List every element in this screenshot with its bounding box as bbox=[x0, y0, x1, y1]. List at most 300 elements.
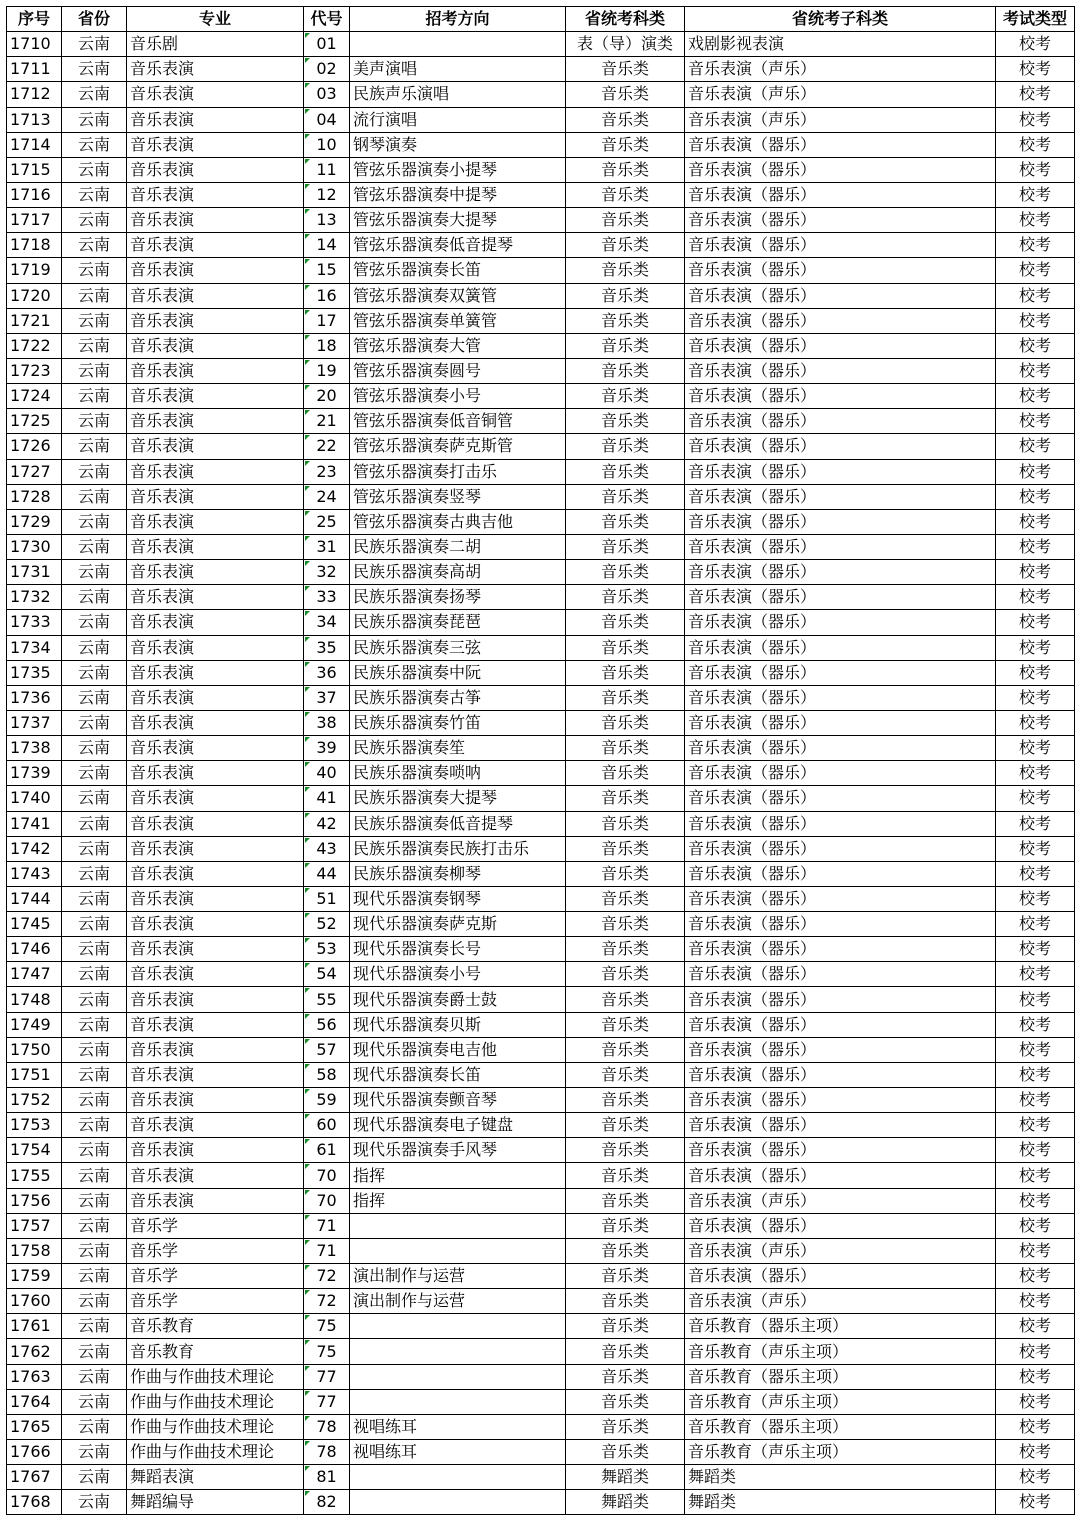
exam-category-cell: 音乐类 bbox=[566, 1314, 685, 1339]
major-cell: 音乐表演 bbox=[127, 333, 304, 358]
exam-category-cell: 音乐类 bbox=[566, 308, 685, 333]
province-cell: 云南 bbox=[62, 32, 127, 57]
table-row bbox=[7, 208, 1075, 233]
exam-subcategory-cell: 音乐教育（器乐主项） bbox=[685, 1364, 996, 1389]
exam-subcategory-cell: 音乐表演（器乐） bbox=[685, 811, 996, 836]
province-cell: 云南 bbox=[62, 333, 127, 358]
code-cell: 02 bbox=[304, 57, 350, 82]
exam-subcategory-cell: 音乐表演（器乐） bbox=[685, 1062, 996, 1087]
code-cell: 52 bbox=[304, 912, 350, 937]
exam-subcategory-cell: 音乐表演（声乐） bbox=[685, 57, 996, 82]
table-row bbox=[7, 1364, 1075, 1389]
code-cell: 56 bbox=[304, 1012, 350, 1037]
code-cell: 70 bbox=[304, 1188, 350, 1213]
exam-type-cell: 校考 bbox=[996, 710, 1075, 735]
exam-subcategory-cell: 音乐表演（器乐） bbox=[685, 962, 996, 987]
major-cell: 音乐表演 bbox=[127, 710, 304, 735]
table-row bbox=[7, 1339, 1075, 1364]
exam-type-cell: 校考 bbox=[996, 1364, 1075, 1389]
index-cell: 1760 bbox=[7, 1289, 62, 1314]
exam-category-cell: 音乐类 bbox=[566, 610, 685, 635]
province-cell: 云南 bbox=[62, 1062, 127, 1087]
province-cell: 云南 bbox=[62, 107, 127, 132]
code-cell: 58 bbox=[304, 1062, 350, 1087]
code-cell: 70 bbox=[304, 1163, 350, 1188]
exam-subcategory-cell: 舞蹈类 bbox=[685, 1490, 996, 1515]
code-cell: 31 bbox=[304, 534, 350, 559]
direction-cell: 现代乐器演奏长号 bbox=[350, 937, 566, 962]
province-cell: 云南 bbox=[62, 358, 127, 383]
code-cell: 51 bbox=[304, 886, 350, 911]
direction-cell: 民族乐器演奏柳琴 bbox=[350, 861, 566, 886]
exam-type-cell: 校考 bbox=[996, 57, 1075, 82]
code-cell: 78 bbox=[304, 1440, 350, 1465]
exam-type-cell: 校考 bbox=[996, 132, 1075, 157]
exam-subcategory-cell: 音乐表演（声乐） bbox=[685, 1238, 996, 1263]
code-cell: 21 bbox=[304, 409, 350, 434]
province-cell: 云南 bbox=[62, 962, 127, 987]
exam-type-cell: 校考 bbox=[996, 1465, 1075, 1490]
code-cell: 57 bbox=[304, 1037, 350, 1062]
major-cell: 音乐表演 bbox=[127, 132, 304, 157]
major-cell: 音乐表演 bbox=[127, 434, 304, 459]
exam-subcategory-cell: 音乐表演（声乐） bbox=[685, 82, 996, 107]
exam-category-cell: 音乐类 bbox=[566, 1163, 685, 1188]
code-cell: 35 bbox=[304, 635, 350, 660]
exam-subcategory-cell: 音乐表演（器乐） bbox=[685, 710, 996, 735]
exam-type-cell: 校考 bbox=[996, 182, 1075, 207]
major-cell: 音乐表演 bbox=[127, 509, 304, 534]
table-row bbox=[7, 57, 1075, 82]
exam-subcategory-cell: 音乐表演（器乐） bbox=[685, 534, 996, 559]
direction-cell: 民族乐器演奏扬琴 bbox=[350, 585, 566, 610]
exam-type-cell: 校考 bbox=[996, 1088, 1075, 1113]
index-cell: 1754 bbox=[7, 1138, 62, 1163]
exam-type-cell: 校考 bbox=[996, 233, 1075, 258]
exam-type-cell: 校考 bbox=[996, 836, 1075, 861]
exam-subcategory-cell: 音乐表演（器乐） bbox=[685, 685, 996, 710]
direction-cell: 民族乐器演奏古筝 bbox=[350, 685, 566, 710]
code-cell: 43 bbox=[304, 836, 350, 861]
table-row bbox=[7, 836, 1075, 861]
province-cell: 云南 bbox=[62, 1389, 127, 1414]
major-cell: 音乐表演 bbox=[127, 786, 304, 811]
index-cell: 1737 bbox=[7, 710, 62, 735]
exam-type-cell: 校考 bbox=[996, 358, 1075, 383]
direction-cell: 民族乐器演奏笙 bbox=[350, 736, 566, 761]
index-cell: 1728 bbox=[7, 484, 62, 509]
table-row bbox=[7, 484, 1075, 509]
index-cell: 1714 bbox=[7, 132, 62, 157]
code-cell: 42 bbox=[304, 811, 350, 836]
code-cell: 75 bbox=[304, 1314, 350, 1339]
code-cell: 82 bbox=[304, 1490, 350, 1515]
province-cell: 云南 bbox=[62, 736, 127, 761]
exam-subcategory-cell: 音乐表演（器乐） bbox=[685, 1163, 996, 1188]
code-cell: 72 bbox=[304, 1264, 350, 1289]
exam-type-cell: 校考 bbox=[996, 258, 1075, 283]
exam-subcategory-cell: 音乐表演（器乐） bbox=[685, 861, 996, 886]
exam-category-cell: 音乐类 bbox=[566, 1238, 685, 1263]
exam-type-cell: 校考 bbox=[996, 1037, 1075, 1062]
table-row bbox=[7, 912, 1075, 937]
table-row bbox=[7, 886, 1075, 911]
code-cell: 75 bbox=[304, 1339, 350, 1364]
table-row bbox=[7, 710, 1075, 735]
table-row bbox=[7, 107, 1075, 132]
table-row bbox=[7, 384, 1075, 409]
direction-cell: 民族乐器演奏高胡 bbox=[350, 560, 566, 585]
exam-type-cell: 校考 bbox=[996, 32, 1075, 57]
table-row bbox=[7, 685, 1075, 710]
exam-category-cell: 音乐类 bbox=[566, 660, 685, 685]
province-cell: 云南 bbox=[62, 157, 127, 182]
exam-category-cell: 音乐类 bbox=[566, 358, 685, 383]
exam-category-cell: 音乐类 bbox=[566, 811, 685, 836]
exam-category-cell: 音乐类 bbox=[566, 459, 685, 484]
table-row bbox=[7, 1213, 1075, 1238]
exam-type-cell: 校考 bbox=[996, 1264, 1075, 1289]
table-row bbox=[7, 560, 1075, 585]
province-cell: 云南 bbox=[62, 710, 127, 735]
index-cell: 1752 bbox=[7, 1088, 62, 1113]
index-cell: 1726 bbox=[7, 434, 62, 459]
code-cell: 39 bbox=[304, 736, 350, 761]
table-row bbox=[7, 786, 1075, 811]
province-cell: 云南 bbox=[62, 1088, 127, 1113]
table-row bbox=[7, 434, 1075, 459]
province-cell: 云南 bbox=[62, 1113, 127, 1138]
direction-cell: 现代乐器演奏爵士鼓 bbox=[350, 987, 566, 1012]
index-cell: 1765 bbox=[7, 1414, 62, 1439]
major-cell: 音乐表演 bbox=[127, 233, 304, 258]
province-cell: 云南 bbox=[62, 1339, 127, 1364]
major-cell: 音乐学 bbox=[127, 1238, 304, 1263]
direction-cell bbox=[350, 1490, 566, 1515]
exam-subcategory-cell: 音乐表演（器乐） bbox=[685, 1012, 996, 1037]
code-cell: 37 bbox=[304, 685, 350, 710]
table-row bbox=[7, 811, 1075, 836]
header-cell-index: 序号 bbox=[7, 7, 62, 32]
exam-subcategory-cell: 音乐表演（器乐） bbox=[685, 610, 996, 635]
province-cell: 云南 bbox=[62, 635, 127, 660]
code-cell: 78 bbox=[304, 1414, 350, 1439]
exam-subcategory-cell: 音乐表演（器乐） bbox=[685, 912, 996, 937]
code-cell: 55 bbox=[304, 987, 350, 1012]
exam-category-cell: 音乐类 bbox=[566, 1289, 685, 1314]
direction-cell: 民族乐器演奏中阮 bbox=[350, 660, 566, 685]
table-row bbox=[7, 82, 1075, 107]
major-cell: 音乐表演 bbox=[127, 1037, 304, 1062]
direction-cell: 民族乐器演奏大提琴 bbox=[350, 786, 566, 811]
table-row bbox=[7, 333, 1075, 358]
table-row bbox=[7, 1113, 1075, 1138]
province-cell: 云南 bbox=[62, 1238, 127, 1263]
index-cell: 1750 bbox=[7, 1037, 62, 1062]
major-cell: 音乐表演 bbox=[127, 182, 304, 207]
major-cell: 音乐表演 bbox=[127, 459, 304, 484]
exam-category-cell: 音乐类 bbox=[566, 409, 685, 434]
province-cell: 云南 bbox=[62, 1440, 127, 1465]
province-cell: 云南 bbox=[62, 1314, 127, 1339]
exam-category-cell: 音乐类 bbox=[566, 1012, 685, 1037]
exam-category-cell: 音乐类 bbox=[566, 786, 685, 811]
exam-type-cell: 校考 bbox=[996, 685, 1075, 710]
index-cell: 1763 bbox=[7, 1364, 62, 1389]
code-cell: 11 bbox=[304, 157, 350, 182]
major-cell: 音乐表演 bbox=[127, 962, 304, 987]
province-cell: 云南 bbox=[62, 484, 127, 509]
direction-cell: 演出制作与运营 bbox=[350, 1289, 566, 1314]
exam-category-cell: 音乐类 bbox=[566, 886, 685, 911]
major-cell: 音乐表演 bbox=[127, 660, 304, 685]
major-cell: 音乐学 bbox=[127, 1289, 304, 1314]
exam-category-cell: 音乐类 bbox=[566, 1113, 685, 1138]
exam-category-cell: 音乐类 bbox=[566, 157, 685, 182]
province-cell: 云南 bbox=[62, 811, 127, 836]
province-cell: 云南 bbox=[62, 886, 127, 911]
major-cell: 音乐表演 bbox=[127, 107, 304, 132]
major-cell: 音乐表演 bbox=[127, 685, 304, 710]
index-cell: 1740 bbox=[7, 786, 62, 811]
exam-type-cell: 校考 bbox=[996, 736, 1075, 761]
direction-cell: 指挥 bbox=[350, 1188, 566, 1213]
index-cell: 1764 bbox=[7, 1389, 62, 1414]
province-cell: 云南 bbox=[62, 660, 127, 685]
code-cell: 16 bbox=[304, 283, 350, 308]
exam-subcategory-cell: 音乐表演（器乐） bbox=[685, 384, 996, 409]
exam-subcategory-cell: 音乐表演（器乐） bbox=[685, 660, 996, 685]
code-cell: 38 bbox=[304, 710, 350, 735]
major-cell: 音乐表演 bbox=[127, 1163, 304, 1188]
exam-type-cell: 校考 bbox=[996, 333, 1075, 358]
exam-subcategory-cell: 音乐教育（声乐主项） bbox=[685, 1339, 996, 1364]
table-row bbox=[7, 761, 1075, 786]
exam-type-cell: 校考 bbox=[996, 1113, 1075, 1138]
exam-type-cell: 校考 bbox=[996, 937, 1075, 962]
table-row bbox=[7, 1440, 1075, 1465]
direction-cell: 美声演唱 bbox=[350, 57, 566, 82]
major-cell: 音乐表演 bbox=[127, 1062, 304, 1087]
exam-subcategory-cell: 音乐表演（器乐） bbox=[685, 1037, 996, 1062]
province-cell: 云南 bbox=[62, 761, 127, 786]
province-cell: 云南 bbox=[62, 434, 127, 459]
code-cell: 71 bbox=[304, 1238, 350, 1263]
index-cell: 1753 bbox=[7, 1113, 62, 1138]
code-cell: 41 bbox=[304, 786, 350, 811]
exam-category-cell: 音乐类 bbox=[566, 208, 685, 233]
index-cell: 1738 bbox=[7, 736, 62, 761]
major-cell: 音乐表演 bbox=[127, 610, 304, 635]
province-cell: 云南 bbox=[62, 836, 127, 861]
exam-subcategory-cell: 音乐表演（器乐） bbox=[685, 358, 996, 383]
table-row bbox=[7, 409, 1075, 434]
code-cell: 18 bbox=[304, 333, 350, 358]
exam-category-cell: 音乐类 bbox=[566, 736, 685, 761]
exam-type-cell: 校考 bbox=[996, 1314, 1075, 1339]
province-cell: 云南 bbox=[62, 233, 127, 258]
direction-cell: 管弦乐器演奏大管 bbox=[350, 333, 566, 358]
table-row bbox=[7, 635, 1075, 660]
exam-subcategory-cell: 音乐表演（器乐） bbox=[685, 585, 996, 610]
exam-subcategory-cell: 戏剧影视表演 bbox=[685, 32, 996, 57]
exam-subcategory-cell: 音乐教育（器乐主项） bbox=[685, 1314, 996, 1339]
exam-type-cell: 校考 bbox=[996, 283, 1075, 308]
major-cell: 音乐表演 bbox=[127, 484, 304, 509]
table-row bbox=[7, 1062, 1075, 1087]
province-cell: 云南 bbox=[62, 1364, 127, 1389]
direction-cell: 管弦乐器演奏圆号 bbox=[350, 358, 566, 383]
header-row bbox=[7, 7, 1075, 32]
exam-category-cell: 音乐类 bbox=[566, 1364, 685, 1389]
exam-category-cell: 音乐类 bbox=[566, 1389, 685, 1414]
exam-type-cell: 校考 bbox=[996, 1188, 1075, 1213]
exam-category-cell: 音乐类 bbox=[566, 1062, 685, 1087]
index-cell: 1742 bbox=[7, 836, 62, 861]
exam-type-cell: 校考 bbox=[996, 384, 1075, 409]
exam-category-cell: 音乐类 bbox=[566, 1264, 685, 1289]
exam-subcategory-cell: 音乐表演（器乐） bbox=[685, 132, 996, 157]
exam-type-cell: 校考 bbox=[996, 1440, 1075, 1465]
index-cell: 1711 bbox=[7, 57, 62, 82]
table-row bbox=[7, 1389, 1075, 1414]
exam-subcategory-cell: 音乐教育（器乐主项） bbox=[685, 1414, 996, 1439]
code-cell: 61 bbox=[304, 1138, 350, 1163]
exam-type-cell: 校考 bbox=[996, 1238, 1075, 1263]
direction-cell: 管弦乐器演奏低音铜管 bbox=[350, 409, 566, 434]
exam-category-cell: 音乐类 bbox=[566, 1440, 685, 1465]
code-cell: 20 bbox=[304, 384, 350, 409]
exam-category-cell: 音乐类 bbox=[566, 233, 685, 258]
province-cell: 云南 bbox=[62, 57, 127, 82]
code-cell: 77 bbox=[304, 1389, 350, 1414]
exam-type-cell: 校考 bbox=[996, 434, 1075, 459]
direction-cell: 民族乐器演奏民族打击乐 bbox=[350, 836, 566, 861]
exam-type-cell: 校考 bbox=[996, 459, 1075, 484]
direction-cell: 钢琴演奏 bbox=[350, 132, 566, 157]
code-cell: 32 bbox=[304, 560, 350, 585]
index-cell: 1762 bbox=[7, 1339, 62, 1364]
exam-subcategory-cell: 音乐表演（器乐） bbox=[685, 258, 996, 283]
province-cell: 云南 bbox=[62, 861, 127, 886]
province-cell: 云南 bbox=[62, 1012, 127, 1037]
table-row bbox=[7, 308, 1075, 333]
exam-category-cell: 音乐类 bbox=[566, 57, 685, 82]
index-cell: 1710 bbox=[7, 32, 62, 57]
exam-category-cell: 音乐类 bbox=[566, 710, 685, 735]
index-cell: 1748 bbox=[7, 987, 62, 1012]
index-cell: 1716 bbox=[7, 182, 62, 207]
exam-category-cell: 音乐类 bbox=[566, 258, 685, 283]
code-cell: 53 bbox=[304, 937, 350, 962]
index-cell: 1725 bbox=[7, 409, 62, 434]
index-cell: 1729 bbox=[7, 509, 62, 534]
province-cell: 云南 bbox=[62, 283, 127, 308]
province-cell: 云南 bbox=[62, 786, 127, 811]
code-cell: 22 bbox=[304, 434, 350, 459]
direction-cell: 流行演唱 bbox=[350, 107, 566, 132]
major-cell: 音乐表演 bbox=[127, 384, 304, 409]
exam-category-cell: 音乐类 bbox=[566, 912, 685, 937]
table-row bbox=[7, 459, 1075, 484]
direction-cell: 管弦乐器演奏双簧管 bbox=[350, 283, 566, 308]
direction-cell: 民族乐器演奏低音提琴 bbox=[350, 811, 566, 836]
exam-category-cell: 舞蹈类 bbox=[566, 1490, 685, 1515]
province-cell: 云南 bbox=[62, 1289, 127, 1314]
exam-category-cell: 音乐类 bbox=[566, 434, 685, 459]
table-row bbox=[7, 962, 1075, 987]
exam-category-cell: 音乐类 bbox=[566, 384, 685, 409]
index-cell: 1731 bbox=[7, 560, 62, 585]
code-cell: 81 bbox=[304, 1465, 350, 1490]
index-cell: 1730 bbox=[7, 534, 62, 559]
table-row bbox=[7, 585, 1075, 610]
major-cell: 音乐表演 bbox=[127, 1113, 304, 1138]
code-cell: 15 bbox=[304, 258, 350, 283]
index-cell: 1743 bbox=[7, 861, 62, 886]
table-row bbox=[7, 660, 1075, 685]
exam-type-cell: 校考 bbox=[996, 1012, 1075, 1037]
province-cell: 云南 bbox=[62, 1465, 127, 1490]
major-cell: 音乐表演 bbox=[127, 1138, 304, 1163]
province-cell: 云南 bbox=[62, 685, 127, 710]
major-cell: 音乐表演 bbox=[127, 208, 304, 233]
code-cell: 59 bbox=[304, 1088, 350, 1113]
index-cell: 1721 bbox=[7, 308, 62, 333]
exam-subcategory-cell: 音乐表演（器乐） bbox=[685, 1113, 996, 1138]
direction-cell bbox=[350, 1314, 566, 1339]
province-cell: 云南 bbox=[62, 258, 127, 283]
exam-category-cell: 音乐类 bbox=[566, 861, 685, 886]
code-cell: 33 bbox=[304, 585, 350, 610]
exam-type-cell: 校考 bbox=[996, 484, 1075, 509]
exam-type-cell: 校考 bbox=[996, 811, 1075, 836]
direction-cell: 管弦乐器演奏竖琴 bbox=[350, 484, 566, 509]
direction-cell: 现代乐器演奏手风琴 bbox=[350, 1138, 566, 1163]
exam-type-cell: 校考 bbox=[996, 82, 1075, 107]
direction-cell bbox=[350, 1339, 566, 1364]
province-cell: 云南 bbox=[62, 1188, 127, 1213]
major-cell: 舞蹈编导 bbox=[127, 1490, 304, 1515]
exam-subcategory-cell: 音乐表演（器乐） bbox=[685, 333, 996, 358]
code-cell: 13 bbox=[304, 208, 350, 233]
exam-type-cell: 校考 bbox=[996, 509, 1075, 534]
exam-category-cell: 音乐类 bbox=[566, 509, 685, 534]
exam-type-cell: 校考 bbox=[996, 308, 1075, 333]
exam-subcategory-cell: 音乐表演（器乐） bbox=[685, 1213, 996, 1238]
index-cell: 1715 bbox=[7, 157, 62, 182]
table-row bbox=[7, 1465, 1075, 1490]
province-cell: 云南 bbox=[62, 1264, 127, 1289]
code-cell: 40 bbox=[304, 761, 350, 786]
exam-subcategory-cell: 音乐表演（器乐） bbox=[685, 182, 996, 207]
province-cell: 云南 bbox=[62, 987, 127, 1012]
major-cell: 音乐表演 bbox=[127, 258, 304, 283]
exam-subcategory-cell: 音乐表演（器乐） bbox=[685, 484, 996, 509]
exam-type-cell: 校考 bbox=[996, 1138, 1075, 1163]
direction-cell: 管弦乐器演奏古典吉他 bbox=[350, 509, 566, 534]
exam-type-cell: 校考 bbox=[996, 987, 1075, 1012]
major-cell: 音乐表演 bbox=[127, 987, 304, 1012]
direction-cell: 现代乐器演奏长笛 bbox=[350, 1062, 566, 1087]
table-row bbox=[7, 132, 1075, 157]
direction-cell: 管弦乐器演奏小号 bbox=[350, 384, 566, 409]
index-cell: 1734 bbox=[7, 635, 62, 660]
index-cell: 1712 bbox=[7, 82, 62, 107]
exam-type-cell: 校考 bbox=[996, 635, 1075, 660]
admissions-table bbox=[6, 6, 1075, 1515]
index-cell: 1746 bbox=[7, 937, 62, 962]
